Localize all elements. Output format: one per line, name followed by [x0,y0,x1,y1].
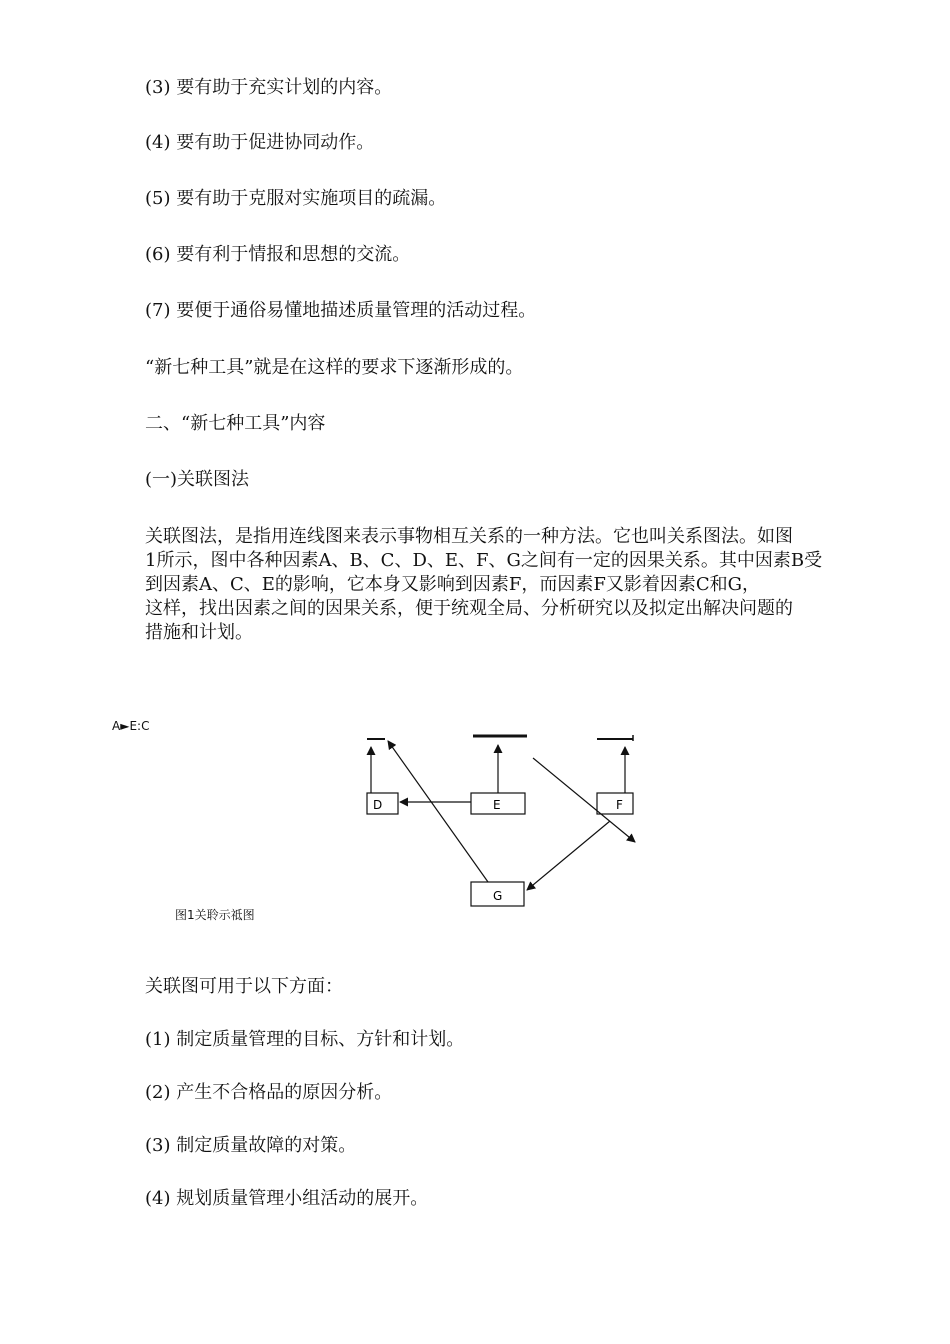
uses-intro: 关联图可用于以下方面： [145,976,343,997]
list-item: (4) 要有助于促进协同动作。 [145,132,375,153]
list-item: (1) 制定质量管理的目标、方针和计划。 [145,1029,465,1050]
paragraph-line: 1所示，图中各种因素A、B、C、D、E、F、G之间有一定的因果关系。其中因素B受 [145,550,823,571]
arrow-f-to-g [527,821,610,890]
paragraph-line: 到因素A、C、E的影响，它本身又影响到因素F，而因素F又影着因素C和G， [145,574,761,595]
summary-text: “新七种工具”就是在这样的要求下逐渐形成的。 [145,357,524,378]
figure-stray-text: A►E:C [112,719,150,733]
list-item: (4) 规划质量管理小组活动的展开。 [145,1188,429,1209]
list-item: (3) 制定质量故障的对策。 [145,1135,357,1156]
subsection-heading: (一)关联图法 [145,469,250,490]
body-paragraph [145,525,890,645]
node-g-label: G [493,889,503,903]
list-item: (2) 产生不合格品的原因分析。 [145,1082,393,1103]
list-item: (6) 要有利于情报和思想的交流。 [145,244,411,265]
section-heading: 二、“新七种工具”内容 [145,413,326,434]
relation-diagram [355,725,645,915]
list-item: (7) 要便于通俗易懂地描述质量管理的活动过程。 [145,300,537,321]
paragraph-line: 这样，找出因素之间的因果关系，便于统观全局、分析研究以及拟定出解决问题的 [145,598,793,619]
list-item: (5) 要有助于克服对实施项目的疏漏。 [145,188,447,209]
paragraph-line: 措施和计划。 [145,622,253,643]
figure-caption: 图1关聆示祗图 [175,908,255,922]
node-e-label: E [493,798,501,812]
paragraph-line: 关联图法，是指用连线图来表示事物相互关系的一种方法。它也叫关系图法。如图 [145,526,793,547]
node-d-box [367,793,398,814]
node-d-label: D [373,798,383,812]
node-f-label: F [616,798,623,812]
list-item: (3) 要有助于充实计划的内容。 [145,77,393,98]
node-f-box [597,793,633,814]
